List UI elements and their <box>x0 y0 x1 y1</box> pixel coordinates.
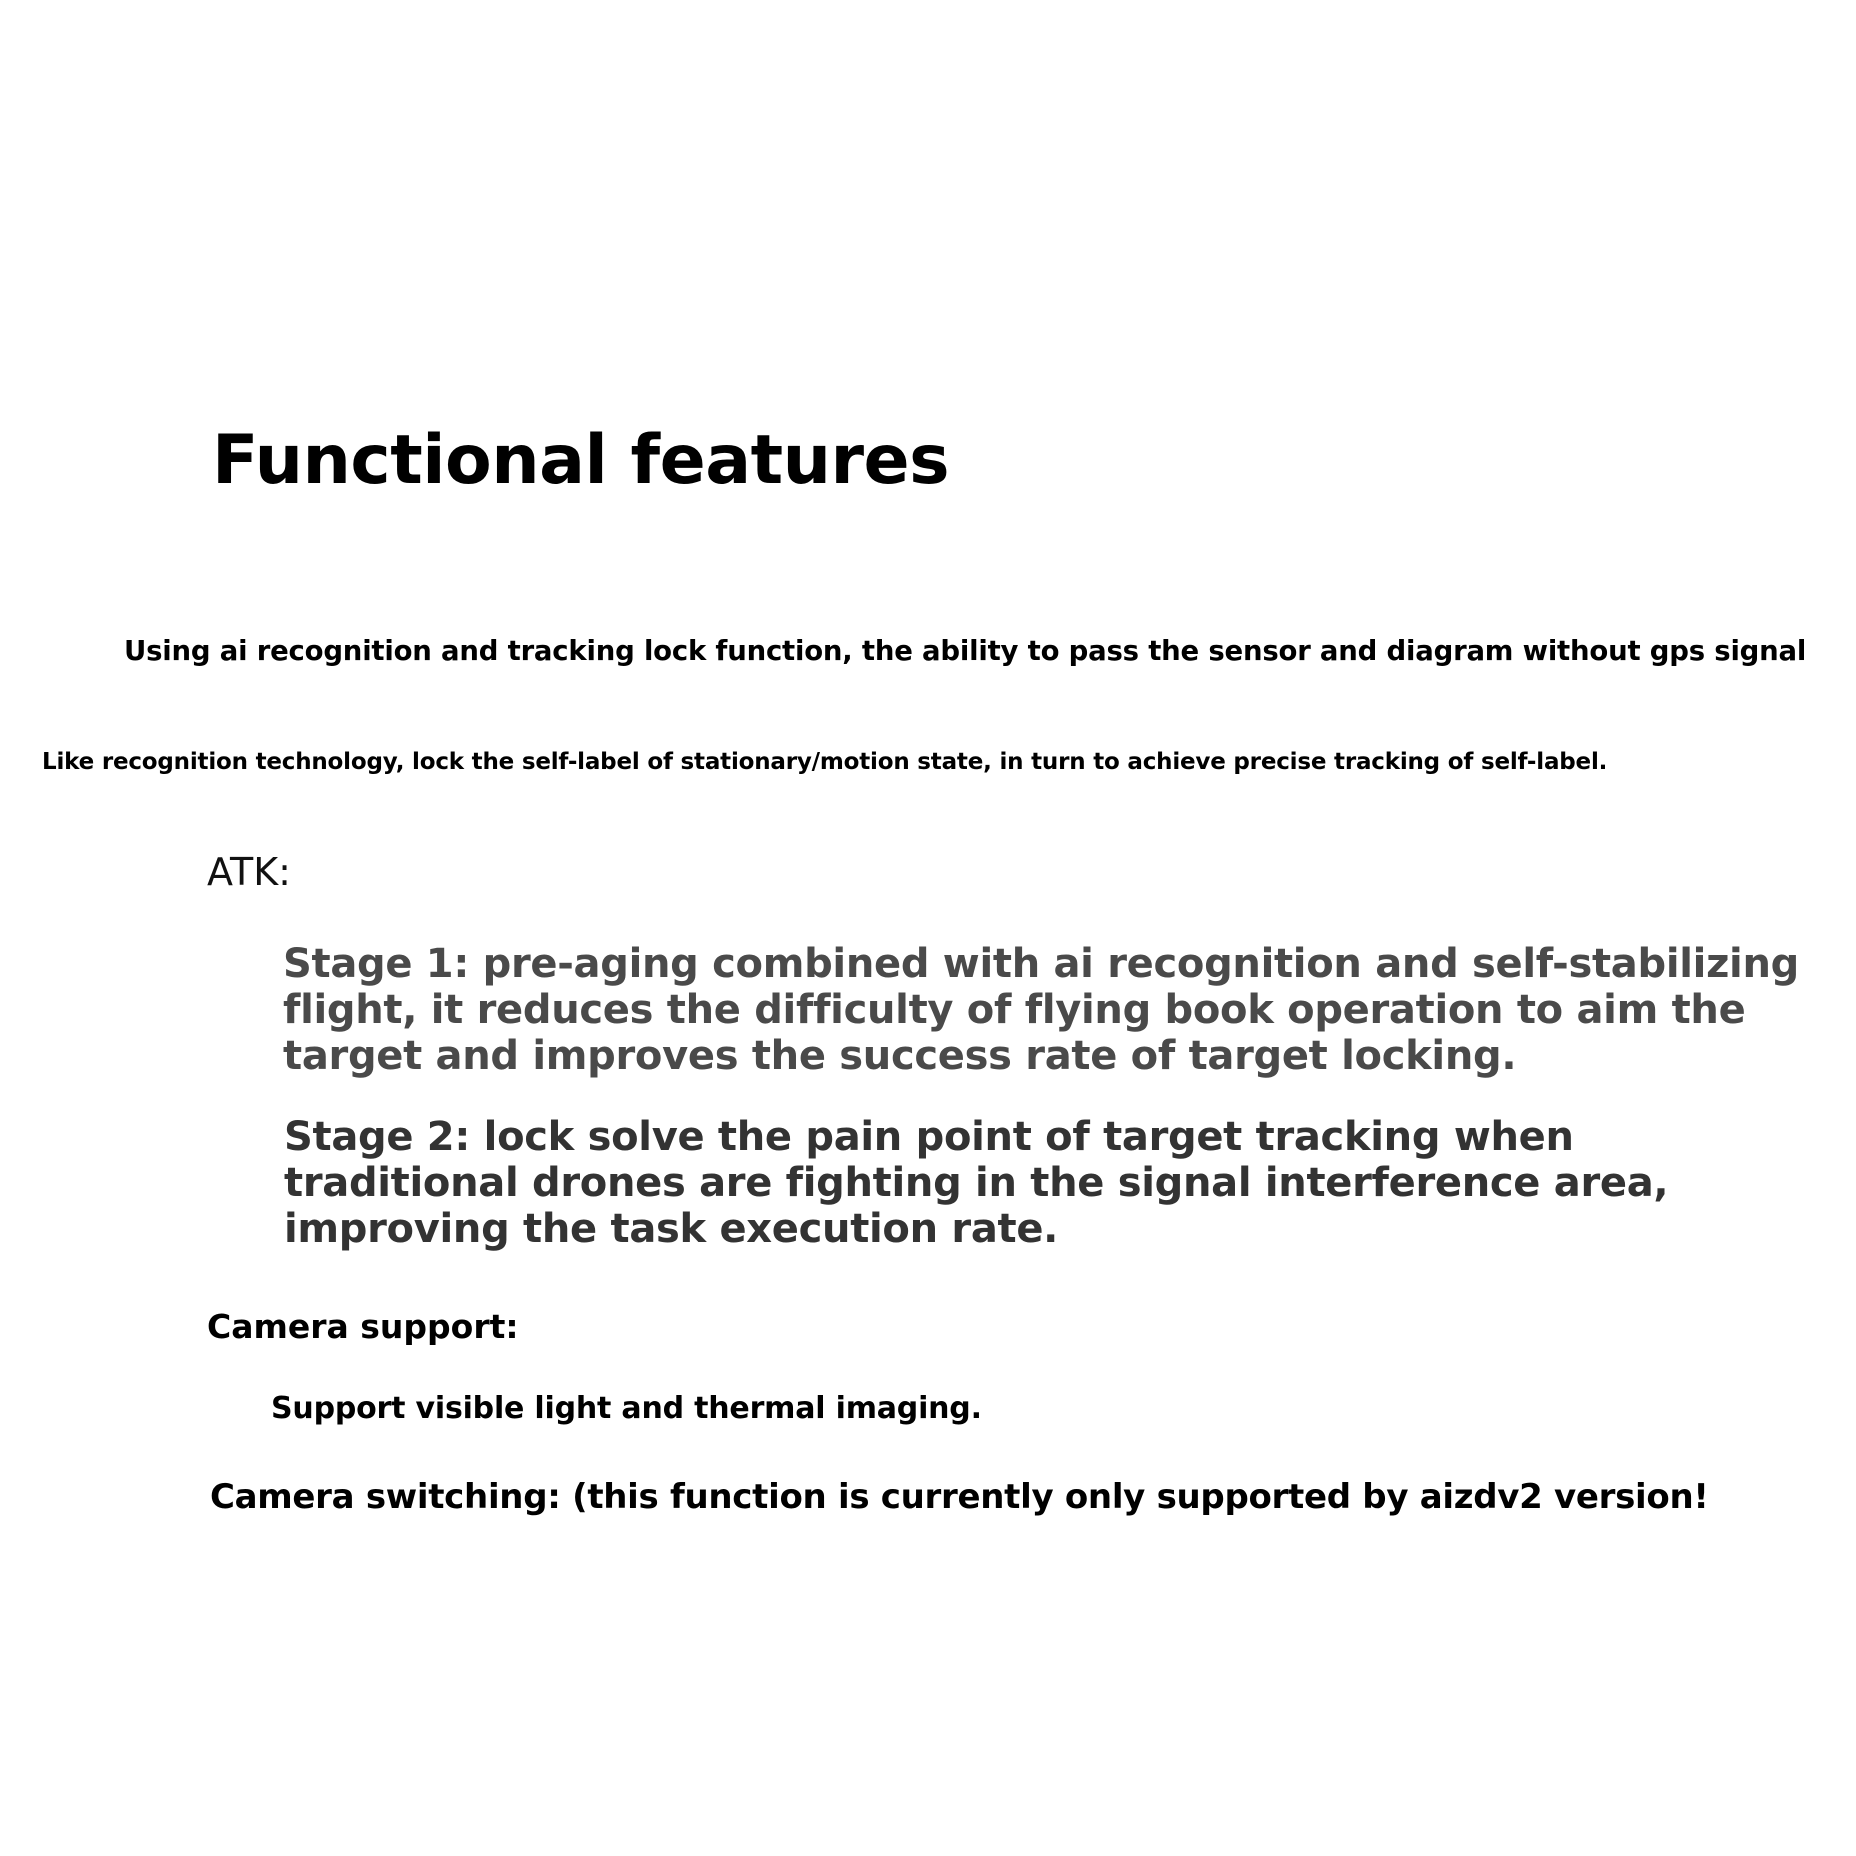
stage-2-line: improving the task execution rate. <box>284 1206 1059 1252</box>
intro-line-2: Like recognition technology, lock the self-label of stationary/motion state, in turn to achieve precise tracking of self-label. <box>42 749 1608 775</box>
camera-support-text: Support visible light and thermal imaging. <box>271 1391 982 1426</box>
stage-1-paragraph <box>283 941 1799 1079</box>
stage-1-line: Stage 1: pre-aging combined with ai recognition and self-stabilizing <box>283 941 1799 987</box>
stage-2-line: traditional drones are fighting in the signal interference area, <box>284 1160 1669 1206</box>
stage-2-line: Stage 2: lock solve the pain point of target tracking when <box>284 1114 1574 1160</box>
stage-1-line: flight, it reduces the difficulty of flying book operation to aim the <box>283 987 1746 1033</box>
camera-support-heading: Camera support: <box>207 1307 519 1346</box>
camera-switching-heading: Camera switching: (this function is currently only supported by aizdv2 version! <box>210 1477 1709 1517</box>
stage-1-line: target and improves the success rate of target locking. <box>283 1033 1517 1079</box>
stage-2-paragraph <box>284 1114 1668 1252</box>
page-title: Functional features <box>212 421 950 500</box>
intro-line-1: Using ai recognition and tracking lock function, the ability to pass the sensor and diagram without gps signal <box>124 635 1807 667</box>
atk-heading: ATK: <box>207 850 291 894</box>
